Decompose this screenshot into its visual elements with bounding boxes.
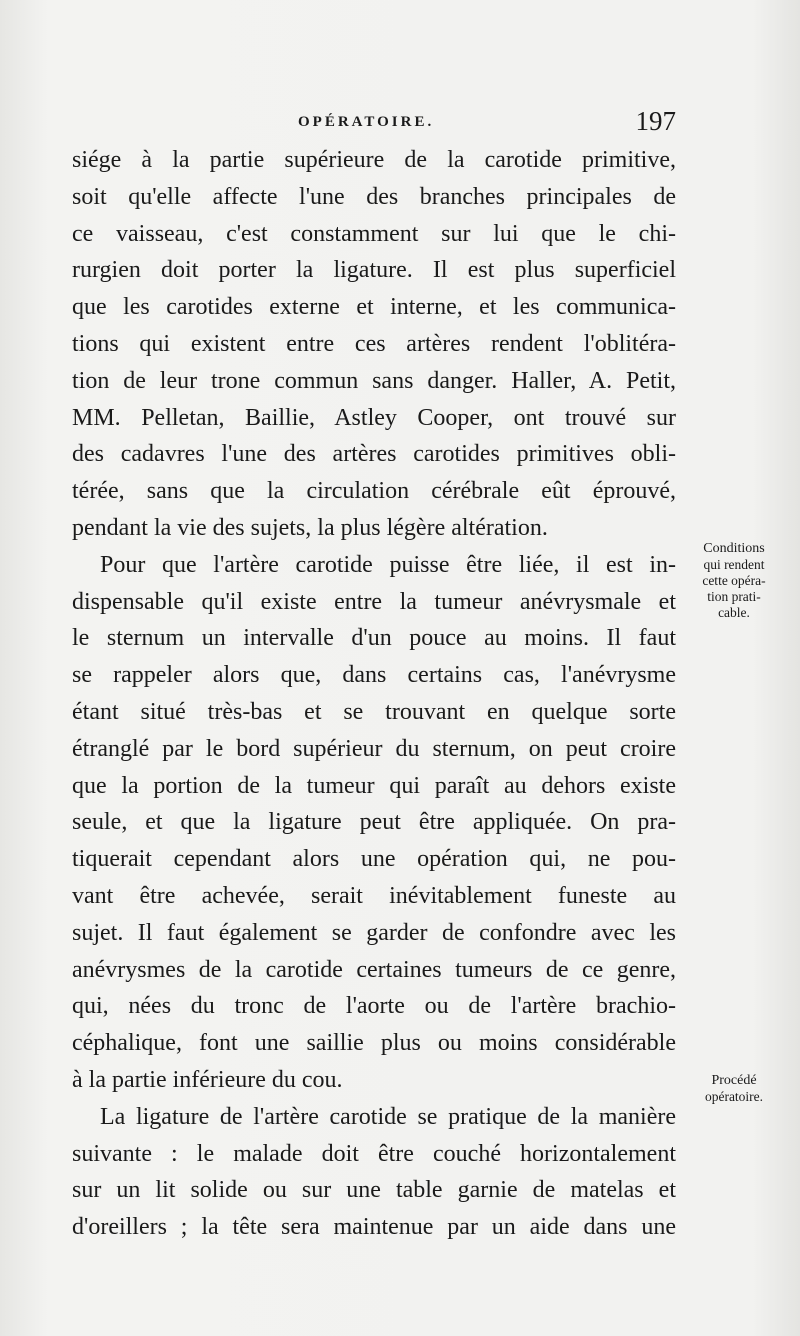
margin-note-line: cable. [718, 605, 750, 620]
text-line: le sternum un intervalle d'un pouce au moins. Il faut [72, 625, 676, 652]
running-head [68, 106, 676, 142]
text-line: anévrysmes de la carotide certaines tumeurs de ce genre, [72, 956, 676, 983]
margin-note-line: Procédé [711, 1073, 757, 1088]
text-line: étranglé par le bord supérieur du sternum, on peut croire [72, 735, 676, 762]
text-line: sur un lit solide ou sur une table garnie de matelas et [72, 1177, 676, 1204]
text-line: tions qui existent entre ces artères rendent l'oblitéra- [72, 330, 676, 357]
margin-note-line: qui rendent [703, 557, 765, 572]
margin-note-line: Conditions [703, 541, 765, 556]
text-line: d'oreillers ; la tête sera maintenue par un aide dans une [72, 1214, 676, 1241]
margin-note-line: tion prati- [707, 589, 761, 604]
text-line: sujet. Il faut également se garder de confondre avec les [72, 919, 676, 946]
text-line: soit qu'elle affecte l'une des branches principales de [72, 183, 676, 210]
text-line: céphalique, font une saillie plus ou moins considérable [72, 1030, 676, 1057]
text-line: suivante : le malade doit être couché horizontalement [72, 1140, 676, 1167]
margin-note-line: cette opéra- [702, 573, 766, 588]
text-line: ce vaisseau, c'est constamment sur lui que le chi- [72, 220, 676, 247]
text-line: siége à la partie supérieure de la carotide primitive, [72, 147, 676, 173]
text-line: tion de leur trone commun sans danger. Haller, A. Petit, [72, 367, 676, 394]
margin-note-conditions [686, 541, 782, 621]
text-line: térée, sans que la circulation cérébrale eût éprouvé, [72, 478, 676, 505]
text-line: seule, et que la ligature peut être appliquée. On pra- [72, 809, 676, 836]
running-title: OPÉRATOIRE. [298, 114, 435, 130]
text-line: à la partie inférieure du cou. [72, 1066, 343, 1093]
margin-note-line: opératoire. [704, 1089, 764, 1104]
text-line: se rappeler alors que, dans certains cas, l'anévrysme [72, 662, 676, 689]
body-text [72, 142, 676, 1246]
text-line: La ligature de l'artère carotide se pratique de la manière [100, 1103, 676, 1130]
paragraph-2 [72, 547, 676, 1099]
text-line: dispensable qu'il existe entre la tumeur anévrysmale et [72, 588, 676, 615]
text-line: vant être achevée, serait inévitablement funeste au [72, 882, 676, 909]
paragraph-1 [72, 142, 676, 547]
text-line: que la portion de la tumeur qui paraît au dehors existe [72, 772, 676, 799]
text-line: rurgien doit porter la ligature. Il est plus superficiel [72, 257, 676, 284]
page-number: 197 [635, 106, 676, 136]
text-line: étant situé très-bas et se trouvant en quelque sorte [72, 698, 676, 725]
text-line: MM. Pelletan, Baillie, Astley Cooper, ont trouvé sur [72, 404, 676, 431]
text-line: qui, nées du tronc de l'aorte ou de l'artère brachio- [72, 993, 676, 1020]
text-line: pendant la vie des sujets, la plus légère altération. [72, 514, 548, 541]
text-line: tiquerait cependant alors une opération qui, ne pou- [72, 846, 676, 873]
text-line: Pour que l'artère carotide puisse être liée, il est in- [100, 551, 676, 578]
paragraph-3 [72, 1099, 676, 1246]
text-line: des cadavres l'une des artères carotides primitives obli- [72, 441, 676, 468]
text-line: que les carotides externe et interne, et les communica- [72, 294, 676, 321]
margin-note-procede [686, 1073, 782, 1105]
